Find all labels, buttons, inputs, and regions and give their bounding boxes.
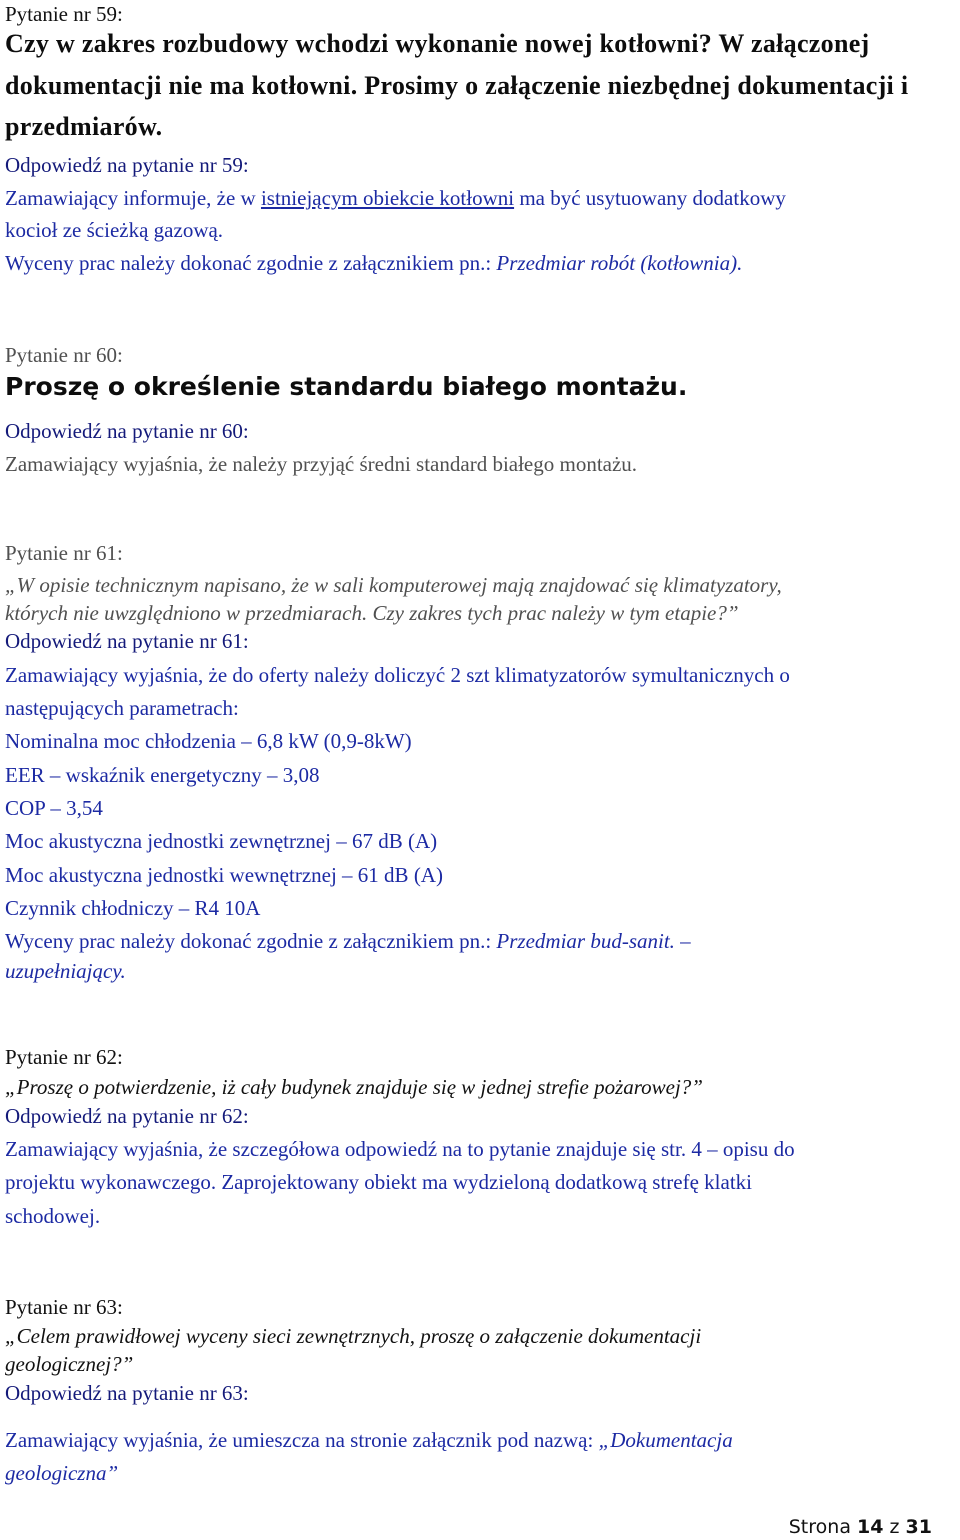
question-63-line-2: geologicznej?” xyxy=(5,1352,134,1376)
footer-total-pages: 31 xyxy=(905,1516,932,1538)
answer-61-param-4: Moc akustyczna jednostki zewnętrznej – 67 dB (A) xyxy=(5,829,438,853)
answer-63-line-2: geologiczna” xyxy=(5,1461,119,1485)
question-59-header: Pytanie nr 59: xyxy=(5,2,123,26)
answer-62-header: Odpowiedź na pytanie nr 62: xyxy=(5,1104,249,1128)
answer-61-param-3: COP – 3,54 xyxy=(5,796,103,820)
question-63-header: Pytanie nr 63: xyxy=(5,1295,123,1319)
answer-59-line-2: kocioł ze ścieżką gazową. xyxy=(5,218,224,242)
question-60-scan-line-1: Proszę o określenie standardu białego montażu. xyxy=(5,372,688,401)
answer-61-param-2: EER – wskaźnik energetyczny – 3,08 xyxy=(5,763,320,787)
answer-62-line-2: projektu wykonawczego. Zaprojektowany obiekt ma wydzieloną dodatkową strefę klatki xyxy=(5,1170,753,1194)
answer-62-line-3: schodowej. xyxy=(5,1204,101,1228)
question-60-header: Pytanie nr 60: xyxy=(5,343,123,367)
question-59-scan-line-1: Czy w zakres rozbudowy wchodzi wykonanie nowej kotłowni? W załączonej xyxy=(5,29,870,58)
answer-61-last-line-pre: Wyceny prac należy dokonać zgodnie z załącznikiem pn.: xyxy=(5,929,497,953)
answer-63-attachment-name: „Dokumentacja xyxy=(598,1428,733,1452)
question-61-line-2: których nie uwzględniono w przedmiarach. Czy zakres tych prac należy w tym etapie?” xyxy=(5,601,739,625)
question-59-scan-line-3: przedmiarów. xyxy=(5,112,163,141)
question-61-header: Pytanie nr 61: xyxy=(5,541,123,565)
answer-61-last-line-2: uzupełniający. xyxy=(5,959,126,983)
answer-59-line-1-pre: Zamawiający informuje, że w xyxy=(5,186,261,210)
answer-59-line-1-post: ma być usytuowany dodatkowy xyxy=(514,186,786,210)
question-61-line-1: „W opisie technicznym napisano, że w sali komputerowej mają znajdować się klimatyzatory, xyxy=(5,573,782,597)
footer-word: Strona xyxy=(788,1516,851,1538)
answer-59-line-3-pre: Wyceny prac należy dokonać zgodnie z załącznikiem pn.: xyxy=(5,251,497,275)
answer-61-param-6: Czynnik chłodniczy – R4 10A xyxy=(5,896,261,920)
answer-59-line-1 xyxy=(5,185,786,211)
answer-61-param-5: Moc akustyczna jednostki wewnętrznej – 61 dB (A) xyxy=(5,863,443,887)
question-62-line-1: „Proszę o potwierdzenie, iż cały budynek znajduje się w jednej strefie pożarowej?” xyxy=(5,1075,703,1099)
question-59-scan-line-2: dokumentacji nie ma kotłowni. Prosimy o załączenie niezbędnej dokumentacji i xyxy=(5,71,909,100)
answer-61-line-2: następujących parametrach: xyxy=(5,696,239,720)
answer-62-line-1: Zamawiający wyjaśnia, że szczegółowa odpowiedź na to pytanie znajduje się str. 4 – opisu do xyxy=(5,1137,795,1161)
answer-63-header: Odpowiedź na pytanie nr 63: xyxy=(5,1381,249,1405)
answer-59-header: Odpowiedź na pytanie nr 59: xyxy=(5,153,249,177)
page-footer xyxy=(789,1516,932,1538)
answer-63-line-1-pre: Zamawiający wyjaśnia, że umieszcza na stronie załącznik pod nazwą: xyxy=(5,1428,599,1452)
question-62-header: Pytanie nr 62: xyxy=(5,1045,123,1069)
answer-59-underlined-text: istniejącym obiekcie kotłowni xyxy=(260,186,515,210)
answer-59-attachment-name: Przedmiar robót (kotłownia). xyxy=(496,251,743,275)
question-63-line-1: „Celem prawidłowej wyceny sieci zewnętrznych, proszę o załączenie dokumentacji xyxy=(5,1324,702,1348)
answer-61-attachment-name: Przedmiar bud-sanit. – xyxy=(496,929,691,953)
answer-59-line-3 xyxy=(5,250,742,276)
answer-61-last-line xyxy=(5,928,691,954)
answer-61-param-1: Nominalna moc chłodzenia – 6,8 kW (0,9-8kW) xyxy=(5,729,412,753)
answer-61-header: Odpowiedź na pytanie nr 61: xyxy=(5,629,249,653)
footer-page-number: 14 xyxy=(857,1516,884,1538)
answer-60-header: Odpowiedź na pytanie nr 60: xyxy=(5,419,249,443)
answer-61-line-1: Zamawiający wyjaśnia, że do oferty należy doliczyć 2 szt klimatyzatorów symultanicznych o xyxy=(5,663,790,687)
footer-of: z xyxy=(889,1516,900,1538)
answer-60-line-1: Zamawiający wyjaśnia, że należy przyjąć średni standard białego montażu. xyxy=(5,452,638,476)
answer-63-line-1 xyxy=(5,1427,733,1453)
